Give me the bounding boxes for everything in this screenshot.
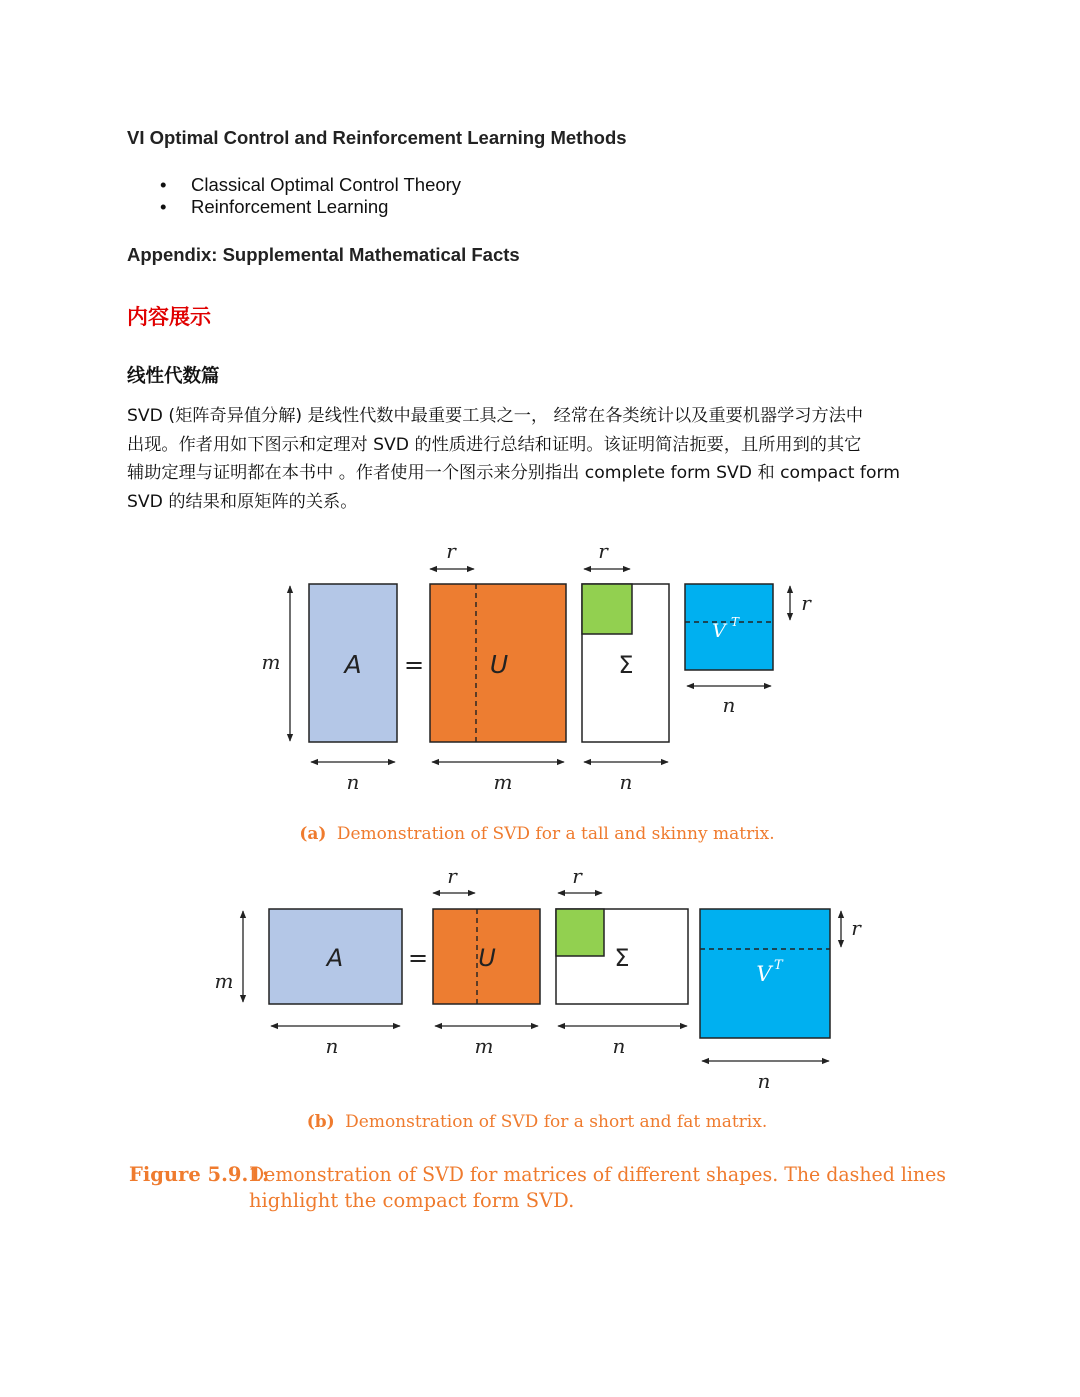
dim-label-vt-r: r [801,591,811,615]
equals-sign: = [407,944,429,972]
dim-label-a-rows: m [214,969,234,993]
part-heading: VI Optimal Control and Reinforcement Learning Methods [127,127,627,148]
dim-label-a-cols: n [325,1034,339,1058]
sigma-label: Σ [614,944,630,972]
figure-caption [129,1163,946,1212]
dim-label-sigma-cols: n [619,770,633,794]
appendix-heading: Appendix: Supplemental Mathematical Facts [127,244,520,265]
dim-label-sigma-r: r [572,864,582,888]
intro-line: SVD (矩阵奇异值分解) 是线性代数中最重要工具之一， 经常在各类统计以及重要机器学习方法中 [127,406,864,426]
bullet-icon: • [160,196,167,217]
caption-a [299,824,774,844]
dim-label-a-cols: n [346,770,360,794]
caption-b-label: (b) [306,1112,335,1132]
dim-label-vt-r: r [851,916,861,940]
dim-label-vt-cols: n [722,693,736,717]
intro-line: 出现。作者用如下图示和定理对 SVD 的性质进行总结和证明。该证明简洁扼要，且所用到的其它 [127,434,862,455]
dim-label-a-rows: m [261,650,281,674]
section-title: 内容展示 [127,305,211,329]
matrix-u-label: U [489,650,509,679]
figure-caption-line: highlight the compact form SVD. [249,1189,575,1212]
caption-b [307,1112,768,1132]
bullet-icon: • [160,174,167,195]
matrix-vt-label: V [712,620,726,642]
sigma-label: Σ [618,651,634,679]
sigma-r-block [556,909,604,956]
subsection-title: 线性代数篇 [127,366,220,387]
matrix-a-label: A [344,650,362,679]
matrix-vt-superscript: T [774,958,783,973]
list-item-text: Classical Optimal Control Theory [191,174,462,195]
panel-a [262,539,813,844]
matrix-vt-label: V [756,962,772,986]
dim-label-vt-cols: n [757,1069,771,1093]
dim-label-sigma-cols: n [612,1034,626,1058]
figure-caption-line: Demonstration of SVD for matrices of different shapes. The dashed lines [249,1163,946,1186]
intro-line: 辅助定理与证明都在本书中 。作者使用一个图示来分别指出 complete form SVD 和 compact form [127,463,900,484]
dim-label-u-cols: m [493,770,513,794]
sigma-r-block [582,584,632,634]
equals-sign: = [403,651,425,679]
panel-b [215,864,863,1132]
matrix-vt-box [685,584,773,670]
caption-a-label: (a) [299,824,327,844]
matrix-vt-superscript: T [731,615,740,629]
matrix-a-label: A [326,944,344,972]
list-item-text: Reinforcement Learning [191,196,389,217]
dim-label-u-r: r [446,539,456,563]
matrix-u-label: U [478,944,496,972]
figure-caption-label: Figure 5.9.1: [129,1163,270,1186]
caption-b-text: Demonstration of SVD for a short and fat matrix. [345,1112,768,1132]
dim-label-u-r: r [447,864,457,888]
dim-label-u-cols: m [474,1034,494,1058]
caption-a-text: Demonstration of SVD for a tall and skinny matrix. [336,824,775,844]
dim-label-sigma-r: r [598,539,608,563]
intro-line: SVD 的结果和原矩阵的关系。 [127,491,358,512]
